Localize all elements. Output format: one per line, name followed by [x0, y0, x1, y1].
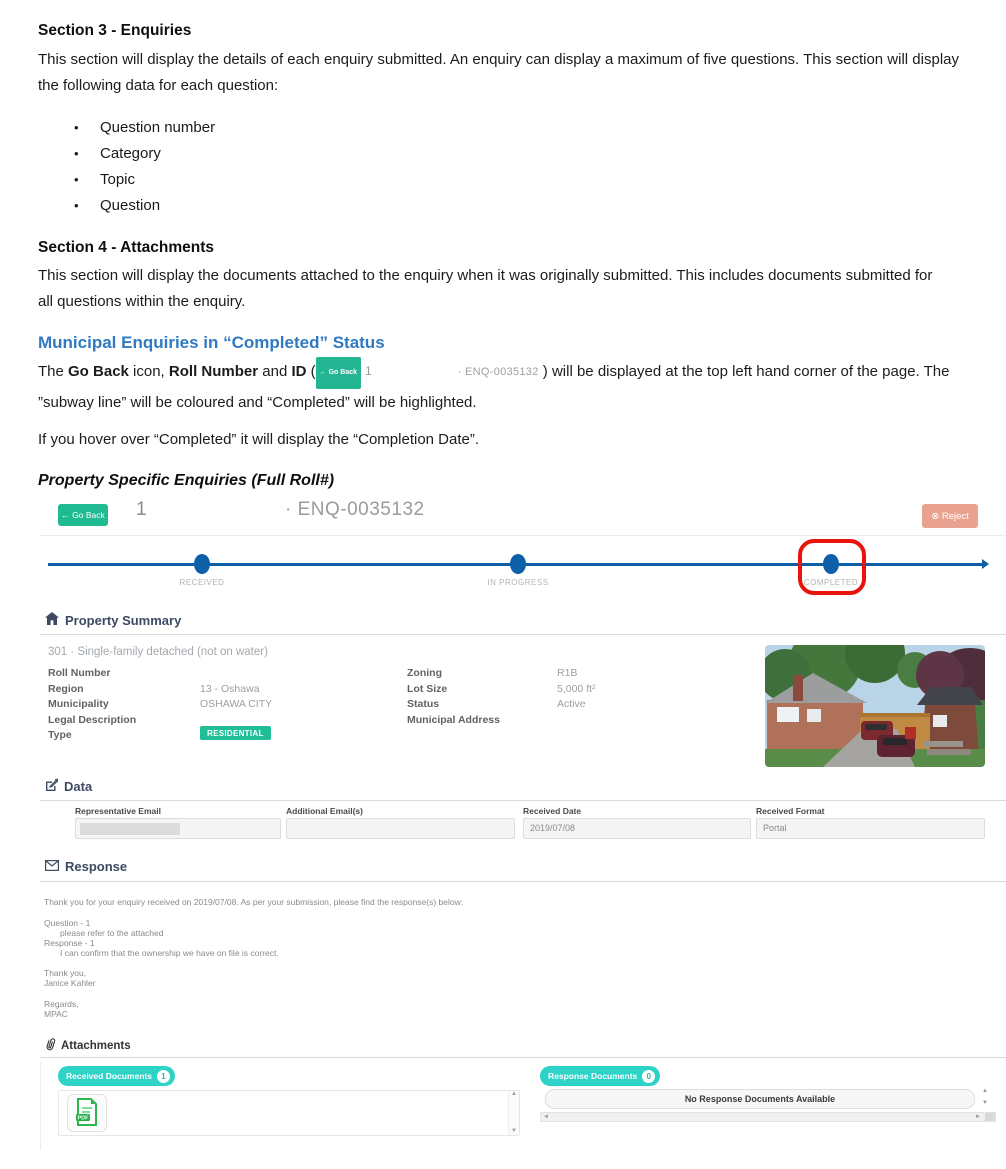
property-photo	[765, 645, 985, 767]
property-subtitle: 301 · Single-family detached (not on water)	[48, 646, 268, 658]
field-label: Representative Email	[75, 806, 161, 816]
subway-dot-in-progress[interactable]	[510, 554, 526, 574]
field-label: Roll Number	[48, 667, 111, 679]
enquiry-id: · ENQ-0035132	[285, 499, 425, 520]
field-label: Received Format	[756, 806, 825, 816]
subway-label-in-progress: IN PROGRESS	[487, 578, 549, 587]
bullet-item: • Question number	[74, 115, 215, 141]
edit-icon	[45, 778, 58, 794]
scroll-down-icon[interactable]: ▼	[511, 1128, 517, 1134]
home-icon	[45, 612, 59, 628]
field-value: R1B	[557, 667, 578, 679]
divider	[40, 535, 1006, 536]
field-label: Municipality	[48, 698, 109, 710]
inline-enquiry-id: · ENQ-0035132	[457, 366, 539, 378]
response-line: MPAC	[44, 1009, 68, 1019]
response-line: Question - 1	[44, 918, 91, 928]
section4-heading: Section 4 - Attachments	[38, 239, 214, 256]
bold-text: Roll Number	[168, 363, 259, 380]
hover-note-paragraph: If you hover over “Completed” it will display the “Completion Date”.	[38, 431, 480, 448]
received-documents-badge: Received Documents 1	[58, 1066, 175, 1086]
field-label: Zoning	[407, 667, 442, 679]
divider	[40, 1057, 1006, 1058]
vertical-scrollbar[interactable]	[508, 1091, 519, 1135]
field-label: Status	[407, 698, 440, 710]
field-label: Received Date	[523, 806, 582, 816]
text: and	[258, 363, 292, 380]
response-documents-badge: Response Documents 0	[540, 1066, 660, 1086]
field-label: Additional Email(s)	[286, 806, 363, 816]
completed-status-heading: Municipal Enquiries in “Completed” Status	[38, 333, 385, 352]
response-line: please refer to the attached	[60, 928, 164, 938]
response-line: Regards,	[44, 999, 79, 1009]
completed-highlight-annotation	[798, 539, 866, 595]
inline-roll-number: 1	[365, 364, 372, 378]
scroll-down-icon[interactable]: ▼	[982, 1100, 988, 1106]
bullet-item: • Category	[74, 141, 215, 167]
redacted-value	[80, 823, 180, 835]
received-document-item[interactable]	[67, 1094, 107, 1132]
attachments-header: Attachments	[45, 1037, 131, 1054]
residential-badge: RESIDENTIAL	[200, 726, 271, 740]
back-arrow-icon: ←	[319, 369, 327, 376]
scrollbar-corner	[985, 1113, 995, 1121]
field-value: 13 - Oshawa	[200, 683, 260, 695]
subway-dot-received[interactable]	[194, 554, 210, 574]
envelope-icon	[45, 859, 59, 874]
received-format-field[interactable]: Portal	[756, 818, 985, 839]
scroll-up-icon[interactable]: ▲	[982, 1088, 988, 1094]
field-label: Type	[48, 729, 72, 741]
scroll-up-icon[interactable]: ▲	[511, 1091, 517, 1097]
section3-body: This section will display the details of each enquiry submitted. An enquiry can display a maximum of five questions. This section will display the following data for each question:	[38, 51, 959, 94]
subway-line-arrow	[982, 559, 989, 569]
panel-border	[40, 1062, 41, 1150]
field-value: OSHAWA CITY	[200, 698, 273, 710]
property-summary-header: Property Summary	[45, 612, 181, 628]
response-count: 0	[642, 1070, 655, 1083]
pdf-document-icon	[75, 1098, 99, 1129]
subway-label-received: RECEIVED	[179, 578, 225, 587]
field-value: Active	[557, 698, 586, 710]
field-label: Legal Description	[48, 714, 137, 726]
bold-text: ID	[291, 363, 307, 380]
response-line: Response - 1	[44, 938, 95, 948]
received-count: 1	[157, 1070, 170, 1083]
field-value: 5,000 ft²	[557, 683, 596, 695]
reject-button[interactable]: ⊗ Reject	[922, 504, 978, 528]
svg-text:PDF: PDF	[77, 1115, 89, 1121]
back-arrow-icon: ←	[61, 510, 70, 520]
additional-emails-field[interactable]	[286, 818, 515, 839]
data-header: Data	[45, 778, 92, 794]
section3-heading: Section 3 - Enquiries	[38, 22, 192, 39]
divider	[40, 800, 1006, 801]
completed-status-paragraph	[38, 357, 973, 417]
divider	[40, 634, 1006, 635]
subway-label-completed: COMPLETED	[803, 578, 859, 587]
inline-go-back-badge: ← Go Back	[316, 357, 361, 389]
no-response-documents-bar: No Response Documents Available	[545, 1089, 975, 1109]
horizontal-scrollbar[interactable]	[540, 1112, 996, 1122]
bullet-item: • Topic	[74, 167, 215, 193]
scroll-left-icon[interactable]: ◄	[543, 1114, 549, 1120]
section4-body: This section will display the documents attached to the enquiry when it was originally submitted. This includes documents submitted for all questions within the enquiry.	[38, 267, 933, 310]
response-line: I can confirm that the ownership we have on file is correct.	[60, 948, 279, 958]
text: ) will be displayed at the top left hand corner of the page. The ”subway line” will be coloured and “Completed” will be highlighted.	[38, 363, 950, 411]
scroll-right-icon[interactable]: ►	[975, 1114, 981, 1120]
field-label: Municipal Address	[407, 714, 500, 726]
text: The	[38, 363, 69, 380]
bold-text: Go Back	[68, 363, 129, 380]
received-date-field[interactable]: 2019/07/08	[523, 818, 751, 839]
response-line: Thank you,	[44, 968, 87, 978]
response-header: Response	[45, 859, 127, 874]
section3-bullet-list	[74, 115, 215, 219]
reject-icon: ⊗	[931, 510, 940, 522]
field-label: Lot Size	[407, 683, 448, 695]
representative-email-field[interactable]	[75, 818, 281, 839]
text: (	[306, 363, 316, 380]
response-line: Thank you for your enquiry received on 2019/07/08. As per your submission, please find the response(s) below:	[44, 897, 464, 907]
response-line: Janice Kahler	[44, 978, 96, 988]
go-back-button[interactable]: ← Go Back	[58, 504, 108, 526]
roll-number: 1	[136, 499, 147, 520]
received-documents-box	[58, 1090, 520, 1136]
divider	[40, 881, 1006, 882]
bullet-item: • Question	[74, 193, 215, 219]
text: icon,	[128, 363, 169, 380]
property-specific-heading: Property Specific Enquiries (Full Roll#)	[38, 472, 335, 489]
paperclip-icon	[45, 1037, 56, 1054]
field-label: Region	[48, 683, 84, 695]
